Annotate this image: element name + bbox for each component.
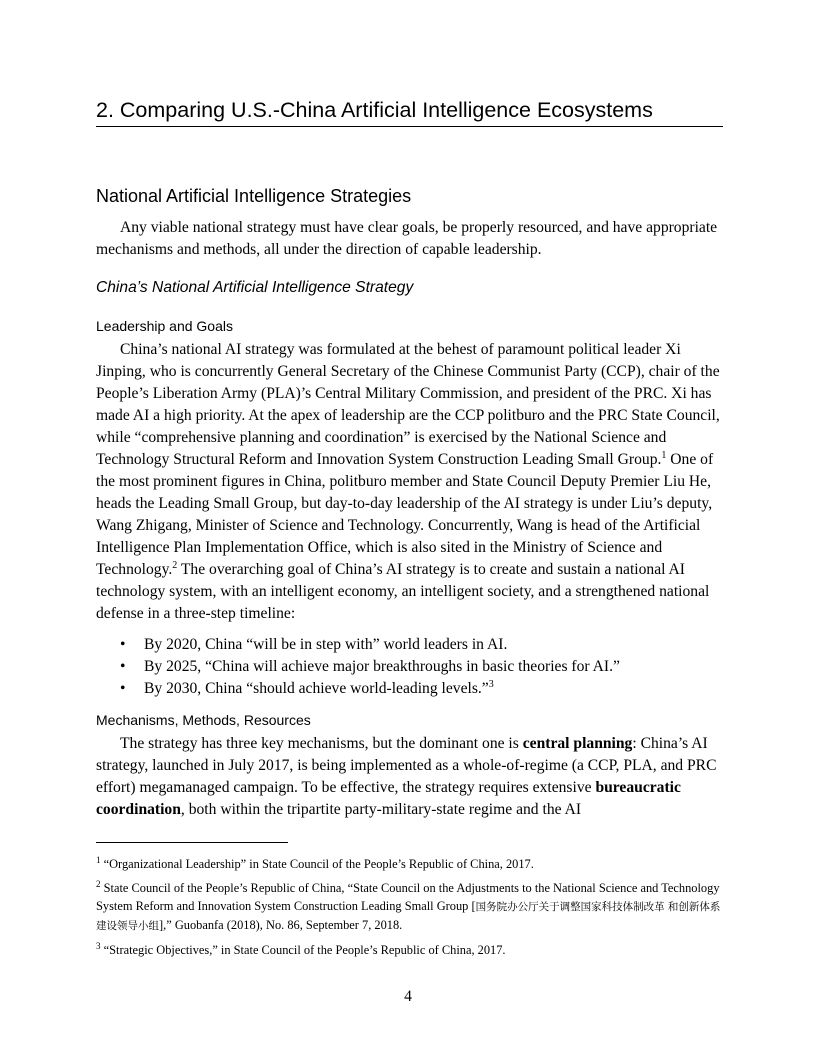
- footnote-divider: [96, 842, 288, 843]
- timeline-list: [96, 634, 722, 700]
- section-intro-paragraph: Any viable national strategy must have clear goals, be properly resourced, and have appropriate mechanisms and methods, all under the direction of capable leadership.: [96, 219, 718, 258]
- footnote-text: “Organizational Leadership” in State Council of the People’s Republic of China, 2017.: [103, 857, 534, 871]
- timeline-item-text: By 2030, China “should achieve world-leading levels.”: [144, 680, 489, 697]
- timeline-item-text: By 2020, China “will be in step with” world leaders in AI.: [144, 636, 508, 653]
- footnote-ref-3[interactable]: 3: [488, 678, 494, 690]
- footnote-ref-1[interactable]: 1: [661, 449, 667, 461]
- section-title: National Artificial Intelligence Strategies: [96, 186, 412, 206]
- footnote-text: ],” Guobanfa (2018), No. 86, September 7, 2018.: [159, 918, 403, 932]
- timeline-item-text: By 2025, “China will achieve major breakthroughs in basic theories for AI.”: [144, 658, 620, 675]
- mechanisms-text-3: , both within the tripartite party-military-state regime and the AI: [180, 801, 582, 818]
- leadership-text-2: One of the most prominent figures in China, politburo member and State Council Deputy Premier Liu He, heads the Leading Small Group, but day-to-day leadership of the AI strategy is under Liu’s deputy, Wang Zhigang, Minister of Science and Technology. Concurrently, Wang is head of the Artificial Intelligence Plan Implementation Office, which is also sited in the Ministry of Science and Technology.: [96, 451, 714, 578]
- mechanisms-text-2: : China’s AI strategy, launched in July 2017, is being implemented as a whole-of-regime (a CCP, PLA, and PRC effort) megamanaged campaign. To be effective, the strategy requires extensive: [96, 735, 717, 796]
- list-item: [96, 656, 722, 678]
- bureaucratic-coordination-term: bureaucratic coordination: [96, 779, 681, 818]
- leadership-heading: Leadership and Goals: [96, 318, 233, 334]
- bullet-icon: •: [120, 658, 126, 675]
- list-item: [96, 634, 722, 656]
- footnote-3: [96, 941, 722, 959]
- leadership-text-1: China’s national AI strategy was formulated at the behest of paramount political leader Xi Jinping, who is concurrently General Secretary of the Chinese Communist Party (CCP), chair of the People’s Liberation Army (PLA)’s Central Military Commission, and president of the PRC. Xi has made AI a high priority. At the apex of leadership are the CCP politburo and the PRC State Council, while “comprehensive planning and coordination” is exercised by the National Science and Technology Structural Reform and Innovation System Construction Leading Small Group.: [96, 341, 720, 468]
- footnote-number: 2: [96, 878, 101, 889]
- bullet-icon: •: [120, 680, 126, 697]
- chapter-title: 2. Comparing U.S.-China Artificial Intelligence Ecosystems: [96, 97, 723, 127]
- footnote-chinese-title: 国务院办公厅关于调整国家科技体制改革 和创新体系建设领导小组: [96, 901, 721, 932]
- footnote-number: 3: [96, 940, 101, 951]
- footnotes: [96, 855, 722, 965]
- footnote-1: [96, 855, 722, 873]
- leadership-text-3: The overarching goal of China’s AI strategy is to create and sustain a national AI technology system, with an intelligent economy, an intelligent society, and a strengthened national defense in a three-step timeline:: [96, 561, 710, 622]
- footnote-text: State Council of the People’s Republic of China, “State Council on the Adjustments to the National Science and Technology System Reform and Innovation System Construction Leading Small Group [: [96, 881, 720, 913]
- footnote-number: 1: [96, 854, 101, 865]
- central-planning-term: central planning: [522, 735, 633, 752]
- mechanisms-heading: Mechanisms, Methods, Resources: [96, 712, 311, 728]
- bullet-icon: •: [120, 636, 126, 653]
- footnote-ref-2[interactable]: 2: [172, 559, 178, 571]
- subsection-title: China’s National Artificial Intelligence Strategy: [96, 279, 414, 296]
- mechanisms-text-1: The strategy has three key mechanisms, but the dominant one is: [120, 735, 523, 752]
- leadership-paragraph: [96, 339, 722, 625]
- page-number: 4: [404, 988, 412, 1005]
- mechanisms-paragraph: [96, 733, 722, 821]
- footnote-2: [96, 879, 722, 935]
- list-item: [96, 678, 722, 700]
- footnote-text: “Strategic Objectives,” in State Council of the People’s Republic of China, 2017.: [103, 943, 506, 957]
